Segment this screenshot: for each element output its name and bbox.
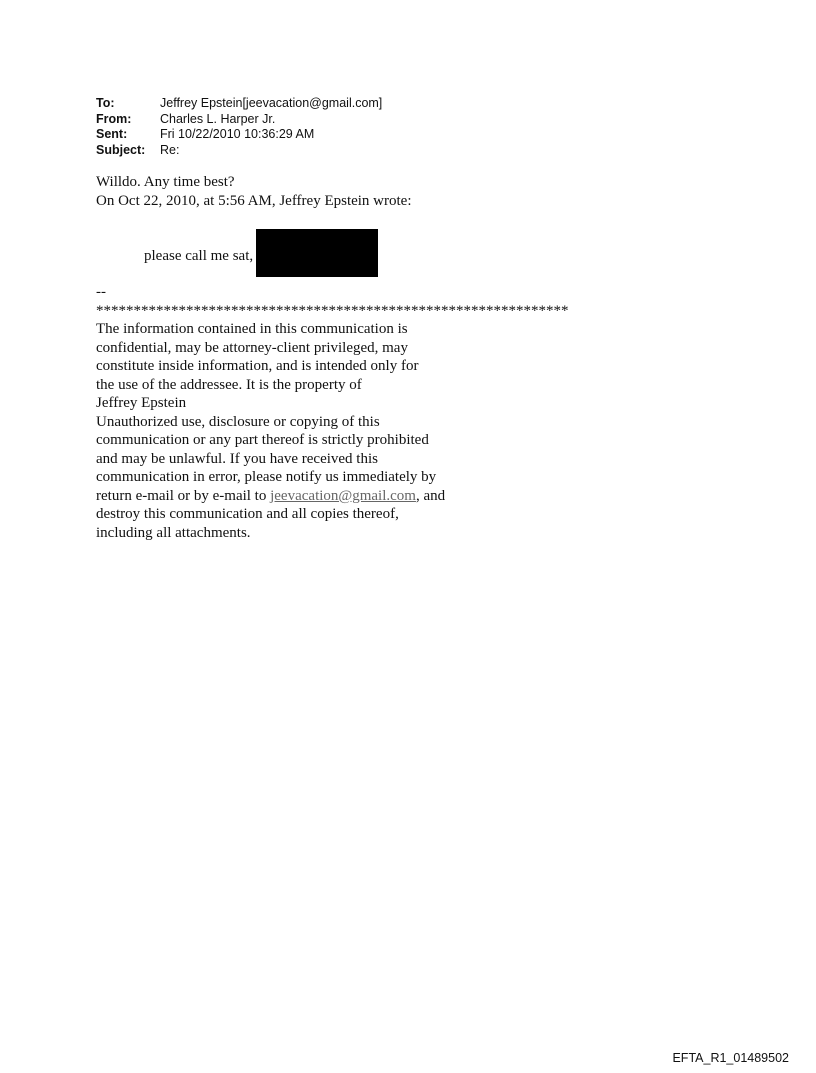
signature-stars: *************************************************************** [96, 302, 569, 319]
disclaimer-line: communication or any part thereof is strictly prohibited [96, 432, 429, 448]
signature-separator [96, 283, 569, 320]
quote-attribution: On Oct 22, 2010, at 5:56 AM, Jeffrey Epstein wrote: [96, 192, 412, 209]
signature-dashes: -- [96, 284, 106, 300]
disclaimer-line: Jeffrey Epstein [96, 395, 187, 411]
subject-label: Subject: [96, 142, 146, 157]
email-link[interactable]: jeevacation@gmail.com [270, 487, 416, 504]
reply-line: Willdo. Any time best? [96, 174, 235, 190]
redaction-block [256, 229, 378, 277]
disclaimer-line: the use of the addressee. It is the property of [96, 376, 362, 393]
disclaimer-line: destroy this communication and all copies thereof, [96, 506, 399, 522]
message-body [96, 173, 412, 210]
to-value: Jeffrey Epstein[jeevacation@gmail.com] [160, 96, 383, 110]
disclaimer-line: Unauthorized use, disclosure or copying of this [96, 413, 380, 430]
from-value: Charles L. Harper Jr. [160, 111, 276, 126]
disclaimer-text: return e-mail or by e-mail to [96, 487, 271, 504]
to-row [96, 96, 382, 112]
confidentiality-disclaimer [96, 320, 445, 542]
disclaimer-line: confidential, may be attorney-client privileged, may [96, 339, 408, 356]
from-row [96, 112, 382, 128]
disclaimer-line: including all attachments. [96, 524, 251, 541]
disclaimer-line: The information contained in this communication is [96, 321, 408, 337]
document-id: EFTA_R1_01489502 [672, 1051, 789, 1065]
sent-value: Fri 10/22/2010 10:36:29 AM [160, 127, 315, 141]
disclaimer-text: , and [415, 487, 446, 504]
disclaimer-line: communication in error, please notify us immediately by [96, 469, 437, 485]
quoted-message: please call me sat, [144, 248, 254, 264]
from-label: From: [96, 111, 132, 126]
email-header [96, 96, 382, 158]
disclaimer-line: constitute inside information, and is intended only for [96, 358, 419, 374]
subject-row [96, 143, 382, 159]
disclaimer-line: and may be unlawful. If you have received this [96, 450, 378, 467]
sent-label: Sent: [96, 127, 128, 141]
subject-value: Re: [160, 142, 180, 157]
disclaimer-line [96, 487, 445, 506]
sent-row [96, 127, 382, 143]
to-label: To: [96, 96, 115, 110]
